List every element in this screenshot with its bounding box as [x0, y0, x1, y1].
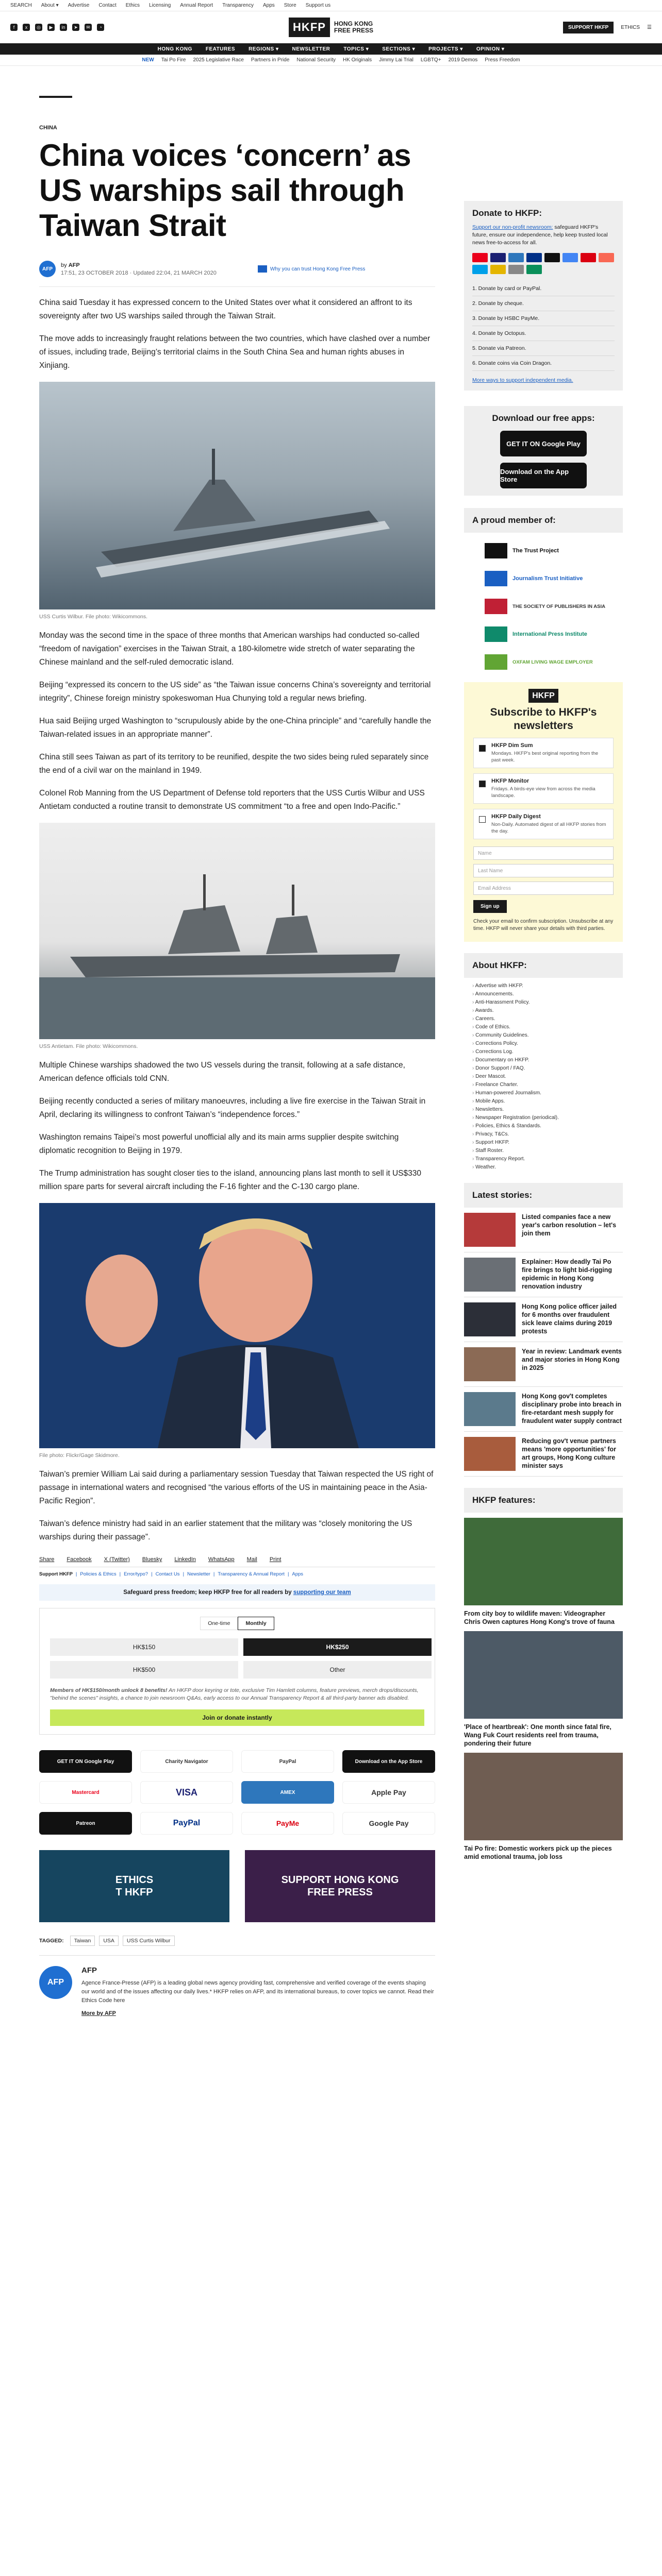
ipi-logo[interactable]: International Press Institute	[464, 620, 623, 648]
paragraph: Colonel Rob Manning from the US Department of Defense told reporters that the USS Curtis Wilbur and USS Antietam conducted a routine transit to demonstrate US commitment “to a free and open Indo-Pacific.”	[39, 789, 425, 811]
octopus-icon	[472, 265, 488, 274]
latest-story[interactable]: Listed companies face a new year's carbon resolution – let's join them	[464, 1208, 623, 1252]
trust-link[interactable]: Why you can trust Hong Kong Free Press	[258, 265, 366, 273]
amount-option[interactable]: HK$150	[50, 1638, 238, 1656]
newsletter-logo: HKFP	[528, 689, 558, 703]
author-bio-text: Agence France-Presse (AFP) is a leading global news agency providing fast, comprehensive and verified coverage of the events shaping our world and of the issues affecting our daily lives.* HKFP relies on AFP, and its international bureaus, to cover topics we cannot. Read their Ethics Code here	[81, 1980, 434, 2004]
more-by-author-link[interactable]: More by AFP	[81, 2010, 116, 2016]
paragraph: Beijing “expressed its concern to the US side” as “the Taiwan issue concerns China’s sovereignty and territorial integrity”, Chinese foreign ministry spokeswoman Hua Chunying told a regular news briefing.	[39, 681, 431, 703]
sopa-logo[interactable]: THE SOCIETY OF PUBLISHERS IN ASIA	[464, 592, 623, 620]
error-typo-link[interactable]: Error/typo?	[124, 1571, 148, 1577]
patreon-icon	[599, 253, 614, 262]
story-thumbnail	[464, 1437, 516, 1471]
apps-link[interactable]: Apps	[292, 1571, 304, 1577]
policies-link[interactable]: Policies & Ethics	[80, 1571, 117, 1577]
top-utility-bar	[0, 0, 662, 11]
nav-newsletter[interactable]: NEWSLETTER	[292, 46, 330, 52]
article-title: China voices ‘concern’ as US warships sail through Taiwan Strait	[39, 138, 411, 243]
ipi-icon	[485, 626, 507, 642]
checkbox-checked[interactable]	[479, 745, 486, 752]
trending-item[interactable]: 2019 Demos	[448, 57, 478, 63]
about-link[interactable]: › Deer Mascot.	[472, 1073, 623, 1081]
paragraph: The Trump administration has sought closer ties to the island, announcing plans last month to sell it US$330 million spare parts for several aircraft including the F-16 fighter and the C-130 cargo plane.	[39, 1169, 421, 1191]
site-logo[interactable]	[289, 18, 373, 37]
rss-icon[interactable]: ◔	[97, 24, 104, 31]
trending-item[interactable]: Press Freedom	[485, 57, 520, 63]
site-header	[0, 11, 662, 43]
trending-item[interactable]: Tai Po Fire	[161, 57, 186, 63]
payment-cards	[472, 253, 615, 274]
membership-benefits: Members of HK$150/month unlock 8 benefits! An HKFP door keyring or tote, exclusive Tim Hamlett columns, feature previews, merch drops/discounts, "behind the scenes" insights, a chance to join newsroom Q&As, early access to our Annual Transparency Report & all third-party banner ads disabled.	[50, 1687, 419, 1701]
photo-caption: USS Curtis Wilbur. File photo: Wikicommons.	[39, 614, 148, 620]
nav-hong-kong[interactable]: HONG KONG	[157, 46, 192, 52]
nav-topics[interactable]: TOPICS ▾	[343, 46, 369, 52]
publish-date: 17:51, 23 OCTOBER 2018 · Updated 22:04, 21 MARCH 2020	[61, 269, 217, 276]
support-hkfp-link[interactable]: Support HKFP	[39, 1571, 73, 1577]
amex-badge[interactable]: AMEX	[241, 1781, 334, 1804]
latest-story[interactable]: Hong Kong gov't completes disciplinary probe into breach in fire-retardant mesh supply for fraudulent water supply contract	[464, 1387, 623, 1432]
latest-title: Latest stories:	[472, 1190, 533, 1200]
coin-dragon-icon	[490, 265, 506, 274]
oxfam-logo[interactable]: OXFAM LIVING WAGE EMPLOYER	[464, 648, 623, 676]
member-title: A proud member of:	[472, 515, 556, 525]
safeguard-banner: Safeguard press freedom; keep HKFP free for all readers by supporting our team	[39, 1584, 435, 1601]
donate-panel: Donate to HKFP: Support our non-profit newsroom: safeguard HKFP's future, ensure our independence, help keep trusted local news free-to-access for all. 1. Donate by card or PayPal. 2. Donate by cheque. 3. Donate by HSBC PayMe. 4. Donate by Octopus. 5. Donate via Patreon. 6. Donate coins via Coin Dragon. More ways to support independent media.	[464, 201, 623, 391]
trending-item[interactable]: Partners in Pride	[251, 57, 290, 63]
paypal-icon	[526, 253, 542, 262]
about-link[interactable]: › Code of Ethics.	[472, 1023, 623, 1031]
article-kicker[interactable]: CHINA	[39, 125, 57, 131]
about-link[interactable]: › Policies, Ethics & Standards.	[472, 1122, 623, 1130]
more-ways-link[interactable]: More ways to support independent media.	[472, 377, 573, 383]
trending-nav	[0, 55, 662, 66]
about-link[interactable]: › Staff Roster.	[472, 1147, 623, 1155]
about-link[interactable]: › Community Guidelines.	[472, 1031, 623, 1040]
warship-photo-curtis-wilbur[interactable]	[39, 382, 435, 609]
apple-pay-icon	[544, 253, 560, 262]
latest-story[interactable]: Hong Kong police officer jailed for 6 months over fraudulent sick leave claims during 2019 protests	[464, 1297, 623, 1342]
support-link[interactable]: Support us	[305, 3, 331, 8]
oxfam-icon	[485, 654, 507, 670]
sopa-icon	[485, 599, 507, 614]
x-icon[interactable]: x	[23, 24, 30, 31]
trust-project-logo[interactable]: The Trust Project	[464, 537, 623, 565]
latest-story[interactable]: Explainer: How deadly Tai Po fire brings to light bid-rigging epidemic in Hong Kong renovation industry	[464, 1252, 623, 1297]
amount-options	[50, 1638, 432, 1679]
promo-banners	[39, 1850, 435, 1922]
features-title: HKFP features:	[472, 1495, 536, 1505]
transparency-link[interactable]: Transparency	[222, 3, 254, 8]
story-thumbnail	[464, 1258, 516, 1292]
feature-image	[464, 1631, 623, 1719]
amount-option[interactable]: HK$500	[50, 1661, 238, 1679]
about-link[interactable]: › Human-powered Journalism.	[472, 1089, 623, 1097]
paypal-badge[interactable]: PayPal	[241, 1750, 334, 1773]
join-donate-button[interactable]: Join or donate instantly	[50, 1709, 424, 1726]
about-link[interactable]: › Announcements.	[472, 990, 623, 998]
author-avatar[interactable]: AFP	[39, 261, 56, 277]
latest-panel	[464, 1183, 623, 1208]
about-link[interactable]: › Support HKFP.	[472, 1139, 623, 1147]
story-thumbnail	[464, 1302, 516, 1336]
main-nav	[0, 43, 662, 55]
paragraph: Beijing recently conducted a series of military manoeuvres, including a live fire exercise in the Taiwan Strait in April, declaring its willingness to confront Taiwan’s “independence forces.”	[39, 1097, 426, 1119]
frequency-toggle	[50, 1617, 424, 1630]
latest-story[interactable]: Reducing gov't venue partners means 'more opportunities' for art groups, Hong Kong culture minister says	[464, 1432, 623, 1477]
logo-mark: HKFP	[289, 18, 330, 37]
author-bio-name[interactable]: AFP	[81, 1966, 97, 1975]
facebook-icon[interactable]: f	[10, 24, 18, 31]
email-input[interactable]: Email Address	[473, 882, 614, 895]
about-link[interactable]: › Corrections Log.	[472, 1048, 623, 1056]
licensing-link[interactable]: Licensing	[149, 3, 171, 8]
member-logos	[464, 537, 623, 676]
story-thumbnail	[464, 1213, 516, 1247]
linkedin-icon[interactable]: in	[60, 24, 67, 31]
charity-navigator-badge[interactable]: Charity Navigator	[140, 1750, 233, 1773]
author-bio-avatar[interactable]: AFP	[39, 1966, 72, 1999]
apple-pay-badge[interactable]: Apple Pay	[342, 1781, 435, 1804]
feature-story[interactable]: From city boy to wildlife maven: Videographer Chris Owen captures Hong Kong's trove of fauna	[464, 1518, 623, 1626]
cheque-icon	[508, 265, 524, 274]
contact-us-link[interactable]: Contact Us	[155, 1571, 180, 1577]
story-thumbnail	[464, 1347, 516, 1381]
newsletter-option-daily-digest[interactable]: HKFP Daily Digest Non-Daily. Automated digest of all HKFP stories from the day.	[473, 809, 614, 839]
youtube-icon[interactable]: ▶	[47, 24, 55, 31]
donate-step[interactable]: 2. Donate by cheque.	[472, 296, 615, 311]
warship-photo-antietam[interactable]	[39, 823, 435, 1039]
share-bar	[39, 1556, 435, 1567]
payment-options	[39, 1750, 435, 1835]
donation-widget	[39, 1608, 435, 1735]
paragraph: China still sees Taiwan as part of its territory to be reunified, despite the two sides being ruled separately since the end of a civil war on the mainland in 1949.	[39, 753, 429, 775]
trust-project-icon	[485, 543, 507, 558]
newsletter-signup-button[interactable]: Sign up	[473, 900, 507, 913]
paragraph: Multiple Chinese warships shadowed the two US vessels during the transit, following at a safe distance, American defence officials told CNN.	[39, 1061, 405, 1083]
one-time-option[interactable]: One-time	[200, 1617, 238, 1630]
ethics-link[interactable]: Ethics	[125, 3, 140, 8]
donate-step[interactable]: 3. Donate by HSBC PayMe.	[472, 311, 615, 326]
nav-regions[interactable]: REGIONS ▾	[249, 46, 279, 52]
paypal-logo[interactable]: PayPal	[140, 1812, 233, 1835]
feature-image	[464, 1753, 623, 1840]
share-print[interactable]: Print	[269, 1556, 282, 1563]
patreon-badge[interactable]: Patreon	[39, 1812, 132, 1835]
ethics-promo-banner[interactable]: ETHICS T HKFP	[39, 1850, 229, 1922]
apps-title: Download our free apps:	[492, 413, 595, 423]
amex-icon	[508, 253, 524, 262]
trending-item[interactable]: National Security	[296, 57, 336, 63]
tagged-label: TAGGED:	[39, 1938, 64, 1944]
donate-title: Donate to HKFP:	[472, 208, 542, 218]
jti-logo[interactable]: Journalism Trust Initiative	[464, 565, 623, 592]
about-link[interactable]: › Mobile Apps.	[472, 1097, 623, 1106]
article	[39, 66, 435, 2016]
paragraph: Hua said Beijing urged Washington to “scrupulously abide by the one-China principle” and “carefully handle the Taiwan-related issues in an appropriate manner”.	[39, 717, 432, 739]
byline-prefix: by	[61, 262, 67, 268]
annual-report-link[interactable]: Annual Report	[180, 3, 213, 8]
about-link[interactable]: › Advertise with HKFP.	[472, 982, 623, 990]
article-footer-links: Support HKFP | Policies & Ethics | Error/typo? | Contact Us | Newsletter | Transparency & Annual Report | Apps	[39, 1571, 304, 1577]
visa-badge[interactable]: VISA	[140, 1781, 233, 1804]
latest-stories	[464, 1208, 623, 1477]
advertise-link[interactable]: Advertise	[68, 3, 90, 8]
fps-icon	[526, 265, 542, 274]
share-label[interactable]: Share	[39, 1556, 55, 1563]
about-link[interactable]: › Weather.	[472, 1163, 623, 1172]
support-promo-banner[interactable]: SUPPORT HONG KONG FREE PRESS	[245, 1850, 435, 1922]
tag-link[interactable]: USS Curtis Wilbur	[123, 1936, 175, 1946]
nav-opinion[interactable]: OPINION ▾	[476, 46, 505, 52]
about-link[interactable]: › Documentary on HKFP.	[472, 1056, 623, 1064]
sidebar-app-store-button[interactable]: Download on the App Store	[500, 463, 587, 488]
trending-item[interactable]: 2025 Legislative Race	[193, 57, 244, 63]
donate-steps	[472, 281, 615, 371]
google-play-button[interactable]: GET IT ON Google Play	[39, 1750, 132, 1773]
donate-step[interactable]: 4. Donate by Octopus.	[472, 326, 615, 341]
support-hkfp-button[interactable]: SUPPORT HKFP	[563, 22, 614, 33]
sidebar	[464, 66, 623, 1861]
telegram-icon[interactable]: ➤	[72, 24, 79, 31]
tag-link[interactable]: USA	[99, 1936, 119, 1946]
divider	[39, 286, 435, 287]
last-name-input[interactable]: Last Name	[473, 864, 614, 877]
about-link[interactable]: › Transparency Report.	[472, 1155, 623, 1163]
donate-link[interactable]: Support our non-profit newsroom:	[472, 224, 553, 230]
mastercard-badge[interactable]: Mastercard	[39, 1781, 132, 1804]
mail-icon[interactable]: ✉	[85, 24, 92, 31]
logo-text: HONG KONG FREE PRESS	[334, 20, 373, 34]
google-pay-icon	[562, 253, 578, 262]
about-link[interactable]: › Anti-Harassment Policy.	[472, 998, 623, 1007]
photo-caption: File photo: Flickr/Gage Skidmore.	[39, 1452, 120, 1459]
jti-icon	[485, 571, 507, 586]
nav-sections[interactable]: SECTIONS ▾	[382, 46, 416, 52]
byline	[39, 261, 435, 277]
header-actions	[563, 22, 652, 33]
amount-option-other[interactable]: Other	[243, 1661, 432, 1679]
paragraph: The move adds to increasingly fraught relations between the two countries, which have clashed over a number of issues, including trade, Beijing’s territorial claims in the South China Sea and human rights abuses in Xinjiang.	[39, 334, 431, 370]
search-link[interactable]: SEARCH	[10, 3, 32, 8]
amount-option-selected[interactable]: HK$250	[243, 1638, 432, 1656]
share-linkedin[interactable]: LinkedIn	[174, 1556, 196, 1563]
share-facebook[interactable]: Facebook	[67, 1556, 92, 1563]
byline-text	[61, 262, 217, 276]
nav-features[interactable]: FEATURES	[205, 46, 236, 52]
about-link[interactable]: › Corrections Policy.	[472, 1040, 623, 1048]
trust-icon	[258, 265, 267, 273]
newsletter-option-dim-sum[interactable]: HKFP Dim Sum Mondays. HKFP's best original reporting from the past week.	[473, 738, 614, 768]
store-link[interactable]: Store	[284, 3, 296, 8]
visa-icon	[490, 253, 506, 262]
paragraph: Taiwan’s defence ministry had said in an earlier statement that the military was “closely monitoring the US warships during their passage”.	[39, 1519, 412, 1541]
sidebar-google-play-button[interactable]: GET IT ON Google Play	[500, 431, 587, 456]
newsletter-note: Check your email to confirm subscription. Unsubscribe at any time. HKFP will never share your details with third parties.	[473, 919, 614, 931]
payme-icon	[581, 253, 596, 262]
donate-step[interactable]: 6. Donate coins via Coin Dragon.	[472, 356, 615, 371]
apps-panel	[464, 406, 623, 496]
ethics-header-link[interactable]: ETHICS	[621, 25, 640, 30]
apps-link[interactable]: Apps	[263, 3, 275, 8]
share-mail[interactable]: Mail	[246, 1556, 257, 1563]
features-panel	[464, 1488, 623, 1513]
share-bluesky[interactable]: Bluesky	[142, 1556, 162, 1563]
feature-story[interactable]: 'Place of heartbreak': One month since fatal fire, Wang Fuk Court residents reel from trauma, pondering their future	[464, 1631, 623, 1748]
nav-projects[interactable]: PROJECTS ▾	[428, 46, 463, 52]
google-pay-logo[interactable]: Google Pay	[342, 1812, 435, 1835]
support-team-link[interactable]: supporting our team	[293, 1589, 351, 1596]
trending-item[interactable]: HK Originals	[342, 57, 372, 63]
share-whatsapp[interactable]: WhatsApp	[208, 1556, 235, 1563]
mastercard-icon	[472, 253, 488, 262]
story-thumbnail	[464, 1392, 516, 1426]
newsletter-link[interactable]: Newsletter	[187, 1571, 210, 1577]
about-title: About HKFP:	[472, 960, 527, 970]
app-store-button[interactable]: Download on the App Store	[342, 1750, 435, 1773]
share-x[interactable]: X (Twitter)	[104, 1556, 130, 1563]
latest-story[interactable]: Year in review: Landmark events and major stories in Hong Kong in 2025	[464, 1342, 623, 1387]
paragraph: China said Tuesday it has expressed concern to the United States over what it considered an affront to its sovereignty after two US warships sailed through the Taiwan Strait.	[39, 298, 412, 320]
about-link[interactable]: › Newsletters.	[472, 1106, 623, 1114]
trending-item[interactable]: LGBTQ+	[420, 57, 441, 63]
about-link[interactable]: › Freelance Charter.	[472, 1081, 623, 1089]
monthly-option[interactable]: Monthly	[238, 1617, 274, 1630]
feature-story[interactable]: Tai Po fire: Domestic workers pick up the pieces amid emotional trauma, job loss	[464, 1753, 623, 1861]
donate-step[interactable]: 5. Donate via Patreon.	[472, 341, 615, 356]
checkbox-unchecked[interactable]	[479, 816, 486, 823]
section-rule	[39, 96, 72, 98]
about-link[interactable]: › Careers.	[472, 1015, 623, 1023]
about-panel	[464, 953, 623, 978]
payme-logo[interactable]: PayMe	[241, 1812, 334, 1835]
about-links	[464, 982, 623, 1172]
menu-icon[interactable]: ☰	[647, 25, 652, 30]
about-link[interactable]: › Newspaper Registration (periodical).	[472, 1114, 623, 1122]
checkbox-checked[interactable]	[479, 781, 486, 787]
newsletter-option-monitor[interactable]: HKFP Monitor Fridays. A birds-eye view from across the media landscape.	[473, 773, 614, 804]
paragraph: Monday was the second time in the space of three months that American warships had conducted so-called “freedom of navigation” exercises in the Taiwan Strait, a 180-kilometre wide stretch of water separating the Chinese mainland and the self-ruled democratic island.	[39, 631, 420, 667]
newsletter-title: Subscribe to HKFP's newsletters	[490, 706, 597, 732]
photo-caption: USS Antietam. File photo: Wikicommons.	[39, 1043, 138, 1049]
contact-link[interactable]: Contact	[98, 3, 117, 8]
tags	[39, 1936, 435, 1946]
about-link[interactable]: › Awards.	[472, 1007, 623, 1015]
author-link[interactable]: AFP	[68, 262, 80, 268]
new-badge: NEW	[142, 57, 154, 63]
social-icons	[10, 24, 104, 31]
newsletter-signup	[464, 682, 623, 942]
paragraph: Washington remains Taipei’s most powerful unofficial ally and its main arms supplier despite switching diplomatic recognition to Beijing in 1979.	[39, 1133, 399, 1155]
paragraph: Taiwan’s premier William Lai said during a parliamentary session Tuesday that Taiwan respected the US right of passage in international waters and recognised “the various efforts of the US in maintaining peace in the Asia-Pacific Region”.	[39, 1470, 434, 1505]
about-link[interactable]: › Donor Support / FAQ.	[472, 1064, 623, 1073]
author-bio	[39, 1955, 435, 2016]
trump-photo[interactable]	[39, 1203, 435, 1448]
first-name-input[interactable]: Name	[473, 846, 614, 860]
member-panel	[464, 508, 623, 533]
trending-item[interactable]: Jimmy Lai Trial	[379, 57, 413, 63]
about-link[interactable]: About ▾	[41, 3, 59, 8]
donate-step[interactable]: 1. Donate by card or PayPal.	[472, 281, 615, 296]
about-link[interactable]: › Privacy, T&Cs.	[472, 1130, 623, 1139]
tag-link[interactable]: Taiwan	[70, 1936, 95, 1946]
transparency-link[interactable]: Transparency & Annual Report	[218, 1571, 285, 1577]
feature-image	[464, 1518, 623, 1605]
instagram-icon[interactable]: ◎	[35, 24, 42, 31]
